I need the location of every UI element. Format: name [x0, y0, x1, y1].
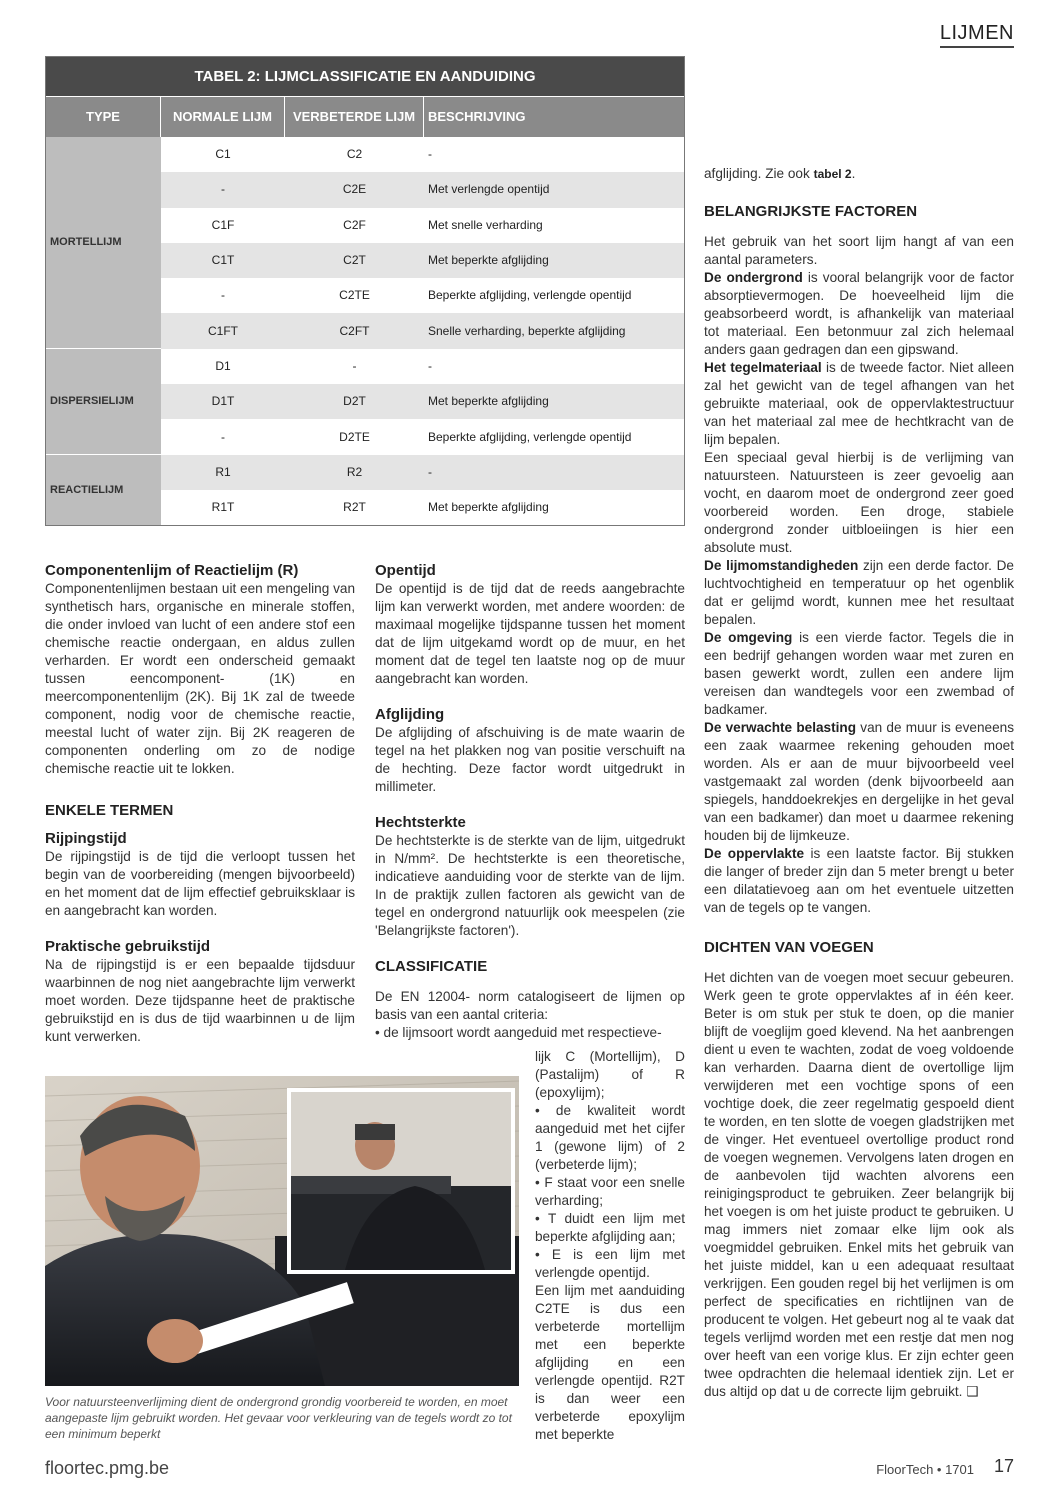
table-header: [46, 97, 684, 137]
cell-improved: C2F: [343, 217, 366, 232]
rows-column: [161, 137, 684, 525]
cell-normal: D1T: [211, 394, 235, 409]
cell-improved: C2TE: [339, 288, 370, 303]
cell-normal: R1T: [211, 500, 235, 515]
cell-improved: C2T: [343, 253, 366, 268]
cell-normal: -: [221, 182, 225, 197]
paragraph-rijpingstijd: De rijpingstijd is de tijd die verloopt tussen het begin van de voorbereiding (mengen bijvoorbeeld) en het moment dat de lijm effectief gebruiksklaar is en aangebracht kan worden.: [45, 849, 355, 918]
paragraph-classificatie: De EN 12004- norm catalogiseert de lijmen op basis van een aantal criteria:: [375, 989, 685, 1022]
cell-improved: C2E: [342, 182, 367, 197]
paragraph-example: Een lijm met aanduiding C2TE is dus een verbeterde mortellijm met een beperkte afglijding en een verlengde opentijd. R2T is dan weer een verbeterde epoxylijm met beperkte: [535, 1283, 685, 1442]
term-omgeving: De omgeving: [704, 630, 793, 645]
paragraph-continuation: [704, 165, 1014, 183]
heading-praktische-gebruikstijd: Praktische gebruikstijd: [45, 938, 211, 955]
table-reference: tabel 2: [813, 167, 852, 181]
cell-improved: C2: [346, 147, 363, 162]
paragraph-components: Componentenlijmen bestaan uit een mengeling van synthetisch hars, organische en minerale stoffen, die onder invloed van lucht of een andere stof een chemische reactie ondergaan, en aldus zullen verharden. Er wordt een onderscheid gemaakt tussen eencomponent- (1K) en meercomponentenlijm (2K). Bij 1K zal de tweede component, nodig voor de chemische reactie, meestal lucht of water zijn. Bij 2K reageren de componenten onderling om zo de nodige chemische reactie uit te lokken.: [45, 581, 355, 776]
table-title: TABEL 2: LIJMCLASSIFICATIE EN AANDUIDING: [46, 57, 684, 97]
cell-normal: D1: [215, 358, 231, 373]
text-omgeving: is een vierde factor. Tegels die in een bedrijf gehangen worden waar met zuren en basen gewerkt wordt, zullen een andere lijm vereisen dan wandtegels voor een zwembad of badkamer.: [704, 630, 1014, 717]
bullet-lijmsoort-cont: lijk C (Mortellijm), D (Pastalijm) of R (epoxylijm);: [535, 1049, 685, 1100]
table-row: [161, 278, 684, 313]
bullet-kwaliteit: • de kwaliteit wordt aangeduid met het cijfer 1 (gewone lijm) of 2 (verbeterde lijm);: [535, 1103, 685, 1172]
paragraph-praktische-gebruikstijd: Na de rijpingstijd is er een bepaalde tijdsduur waarbinnen de nog niet aangebrachte lijm verwerkt moet worden. Deze tijdspanne heet de praktische gebruikstijd en is dus de tijd waarbinnen u de lijm kunt verwerken.: [45, 957, 355, 1044]
heading-classificatie: CLASSIFICATIE: [375, 958, 488, 975]
term-omstandigheden: De lijmomstandigheden: [704, 558, 859, 573]
paragraph-intro: Het gebruik van het soort lijm hangt af van een aantal parameters.: [704, 234, 1014, 267]
cell-description: -: [428, 464, 432, 479]
column-3: [704, 165, 1014, 1401]
paragraph-hechtsterkte: De hechtsterkte is de sterkte van de lijm, uitgedrukt in N/mm². De hechtsterkte is een theoretische, indicatieve aanduiding voor de sterkte van de lijm. In de praktijk zullen factoren als gewicht van de tegel en ondergrond natuurlijk ook meespelen (zie 'Belangrijkste factoren').: [375, 833, 685, 938]
text-tegelmateriaal: is de tweede factor. Niet alleen zal het gewicht van de tegel afhangen van het gebruikte materiaal, ook de oppervlaktestructuur van het materiaal zal mee de hechtkracht van de lijm bepalen.: [704, 360, 1015, 447]
header-description: BESCHRIJVING: [428, 109, 526, 124]
cell-normal: C1F: [211, 217, 235, 232]
header-normal: NORMALE LIJM: [161, 97, 285, 137]
cell-normal: R1: [215, 464, 231, 479]
heading-hechtsterkte: Hechtsterkte: [375, 814, 466, 831]
cell-description: Met beperkte afglijding: [428, 253, 549, 268]
cell-description: Met snelle verharding: [428, 217, 543, 232]
text-belasting: van de muur is eveneens een zaak waarmee rekening gehouden moet worden. Als er aan de muur bijvoorbeeld veel vastgemaakt zal worden (denk bijvoorbeeld aan spiegels, handdoekrekjes en dergelijke in het geval van een badkamer) dan moet u daarmee rekening houden bij de lijmkeuze.: [704, 720, 1014, 843]
table-row: [161, 349, 684, 384]
text-oppervlakte: is een laatste factor. Bij stukken die langer of breder zijn dan 5 meter brengt u beter een dilatatievoeg aan om het eventuele uitzetten van de tegels op te vangen.: [704, 846, 1014, 915]
type-cell: MORTELLIJM: [46, 137, 161, 349]
header-type: TYPE: [46, 97, 161, 137]
continuation-text: afglijding. Zie ook: [704, 166, 814, 181]
heading-rijpingstijd: Rijpingstijd: [45, 830, 127, 847]
table-row: [161, 419, 684, 454]
cell-description: Met verlengde opentijd: [428, 182, 550, 197]
heading-components: Componentenlijm of Reactielijm (R): [45, 562, 299, 579]
cell-normal: C1FT: [208, 323, 238, 338]
continuation-end: .: [851, 166, 856, 181]
footer-url[interactable]: floortec.pmg.be: [45, 1458, 170, 1478]
cell-normal: C1T: [211, 253, 235, 268]
heading-factoren: BELANGRIJKSTE FACTOREN: [704, 203, 918, 220]
header-improved: VERBETERDE LIJM: [285, 97, 424, 137]
paragraph-omgeving: [704, 629, 1014, 719]
type-cell: DISPERSIELIJM: [46, 349, 161, 455]
paragraph-afglijding: De afglijding of afschuiving is de mate waarin de tegel na het plakken nog van positie verschuift na de hechting. Deze factor wordt uitgedrukt in millimeter.: [375, 725, 685, 794]
paragraph-belasting: [704, 719, 1014, 845]
heading-afglijding: Afglijding: [375, 706, 445, 723]
cell-improved: R2T: [343, 500, 366, 515]
paragraph-tegelmateriaal: [704, 359, 1014, 449]
column-1: [45, 562, 355, 1046]
photo-image: [45, 1076, 519, 1386]
table-row: [161, 243, 684, 278]
cell-description: Beperkte afglijding, verlengde opentijd: [428, 429, 632, 444]
table-row: [161, 490, 684, 525]
paragraph-ondergrond: [704, 269, 1014, 359]
table-body: [46, 137, 684, 525]
column-2: [375, 562, 685, 1042]
term-tegelmateriaal: Het tegelmateriaal: [704, 360, 822, 375]
cell-description: Met beperkte afglijding: [428, 500, 549, 515]
paragraph-natuursteen: Een speciaal geval hierbij is de verlijming van natuursteen. Natuursteen is zeer gevoelig aan vocht, en daarom moet de ondergrond zeer goed voorbereid worden. Een droge, stabiele ondergrond zonder uitbloeiingen is hier een absolute must.: [704, 450, 1014, 555]
heading-terms: ENKELE TERMEN: [45, 802, 174, 819]
cell-improved: R2: [346, 464, 363, 479]
table-row: [161, 455, 684, 490]
photo-caption: Voor natuursteenverlijming dient de ondergrond grondig voorbereid te worden, en moet aangepaste lijm gebruikt worden. Het gevaar voor verkleuring van de tegels wordt zo tot een minimum beperkt: [45, 1395, 512, 1441]
heading-opentijd: Opentijd: [375, 562, 436, 579]
cell-description: Snelle verharding, beperkte afglijding: [428, 323, 626, 338]
photo-tiler: [45, 1076, 519, 1386]
cell-improved: D2T: [343, 394, 366, 409]
cell-normal: C1: [215, 147, 231, 162]
classification-bullets: [535, 1048, 685, 1444]
cell-description: Met beperkte afglijding: [428, 394, 549, 409]
heading-voegen: DICHTEN VAN VOEGEN: [704, 939, 874, 956]
bullet-lijmsoort: • de lijmsoort wordt aangeduid met respectieve-: [375, 1025, 662, 1040]
cell-improved: C2FT: [339, 323, 370, 338]
term-belasting: De verwachte belasting: [704, 720, 857, 735]
cell-normal: -: [221, 429, 225, 444]
paragraph-opentijd: De opentijd is de tijd dat de reeds aangebrachte lijm kan verwerkt worden, met andere woorden: de maximaal mogelijke tijdspanne tussen het moment dat de lijm uitgekamd wordt op de muur, en het moment dat de tegel ten laatste nog op de muur aangebracht kan worden.: [375, 581, 685, 686]
section-label: LIJMEN: [940, 22, 1014, 48]
cell-description: Beperkte afglijding, verlengde opentijd: [428, 288, 632, 303]
footer-magazine: FloorTech • 1701: [876, 1462, 974, 1477]
table-row: [161, 137, 684, 172]
type-cell: REACTIELIJM: [46, 455, 161, 526]
classification-table: [45, 56, 685, 526]
type-column: [46, 137, 161, 525]
table-row: [161, 313, 684, 348]
paragraph-voegen: Het dichten van de voegen moet secuur gebeuren. Werk geen te grote oppervlaktes af in één keer. Beter is om stuk per stuk te doen, op die manier blijft de voeglijm goed klevend. Na het aanbrengen dient u even te wachten, zodat de voeg voldoende kan verharden. Daarna dient de overtollige lijm verwijderen met een vochtige spons of een vochtige doek, die zeer regelmatig gespoeld dient te worden, en ten slotte de voegen gladstrijken met de vinger. Het eventueel overtollige product rond de voegen wegnemen. Vervolgens laten drogen en de aanbevolen tijd wachten alvorens een reinigingsproduct te gebruiken. Zeer belangrijk bij het voegen is om het juiste product te gebruiken. U mag immers niet zomaar elke lijm ook als voegmiddel gebruiken. Enkel mits het gebruik van het juiste middel, kan u een adequaat resultaat verkrijgen. Een gouden regel bij het verlijmen is om perfect de specificaties en richtlijnen van de producent te volgen. Het gebeurt nog al te vaak dat tegels verlijmd worden met een restje dat men nog over heeft van een vorige klus. Er zijn echter geen twee opdrachten die helemaal identiek zijn. Let er dus altijd op dat u de correcte lijm gebruikt. ❑: [704, 970, 1014, 1399]
text-omstandigheden: zijn een derde factor. De luchtvochtigheid en temperatuur op het ogenblik dat er gelijmd wordt, kunnen mee het resultaat bepalen.: [704, 558, 1014, 627]
page-number: 17: [993, 1456, 1014, 1476]
table-row: [161, 384, 684, 419]
text-ondergrond: is vooral belangrijk voor de factor absorptievermogen. De hoeveelheid lijm die geabsorbeerd wordt, is afhankelijk van materiaal tot materiaal. Een betonmuur zal zich helemaal anders gaan gedragen dan een gipswand.: [704, 270, 1015, 357]
cell-description: -: [428, 147, 432, 162]
table-row: [161, 172, 684, 207]
cell-normal: -: [221, 288, 225, 303]
term-oppervlakte: De oppervlakte: [704, 846, 805, 861]
paragraph-oppervlakte: [704, 845, 1014, 917]
cell-improved: -: [352, 358, 357, 373]
table-row: [161, 208, 684, 243]
cell-improved: D2TE: [339, 429, 370, 444]
bullet-e: • E is een lijm met verlengde opentijd.: [535, 1247, 685, 1280]
bullet-t: • T duidt een lijm met beperkte afglijding aan;: [535, 1211, 685, 1244]
cell-description: -: [428, 358, 432, 373]
paragraph-omstandigheden: [704, 557, 1014, 629]
bullet-f: • F staat voor een snelle verharding;: [535, 1175, 685, 1208]
term-ondergrond: De ondergrond: [704, 270, 803, 285]
